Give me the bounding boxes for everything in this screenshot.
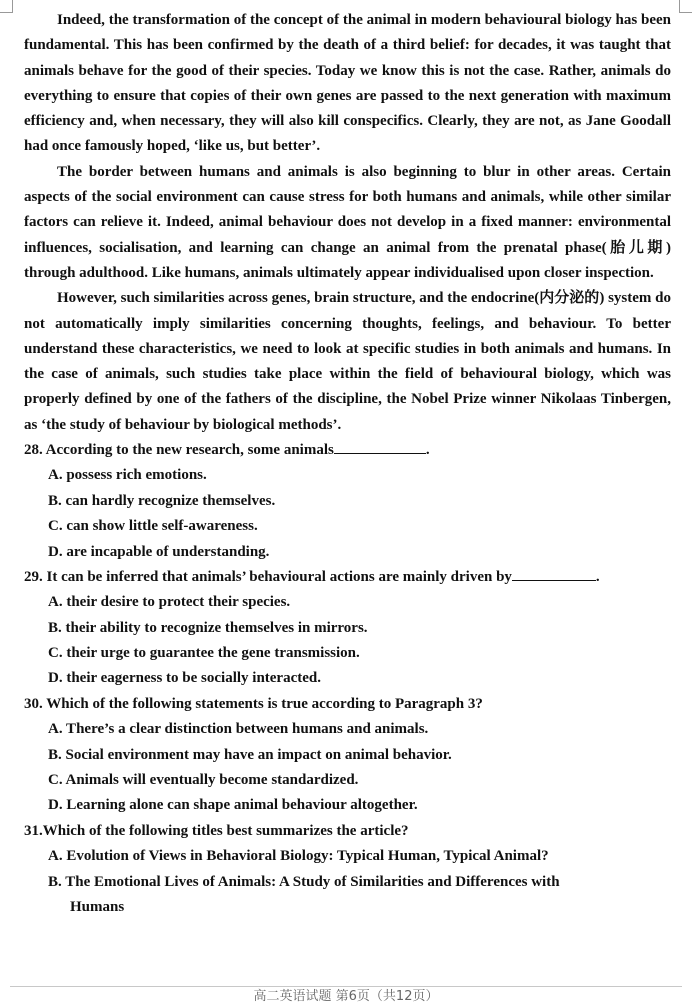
question-28-option-c: C. can show little self-awareness.: [48, 518, 258, 535]
question-31-option-a: A. Evolution of Views in Behavioral Biology: Typical Human, Typical Animal?: [48, 848, 549, 865]
crop-mark-left: [0, 0, 13, 13]
crop-mark-right: [679, 0, 692, 13]
question-29-option-d: D. their eagerness to be socially interacted.: [48, 670, 321, 687]
question-31-option-b: B. The Emotional Lives of Animals: A Study of Similarities and Differences with: [48, 873, 560, 890]
question-29-text: 29. It can be inferred that animals’ behavioural actions are mainly driven by: [24, 568, 512, 585]
question-28-stem: [24, 438, 671, 463]
question-30: [24, 692, 671, 819]
reading-passage: [24, 8, 671, 438]
passage-paragraph-1: Indeed, the transformation of the concept of the animal in modern behavioural biology has been fundamental. This has been confirmed by the death of a third belief: for decades, it was taught that animals behave for the good of their species. Today we know this is not the case. Rather, animals do everything to ensure that copies of their own genes are passed to the next generation with maximum efficiency and, when necessary, they will also kill conspecifics. Clearly, they are not, as Jane Goodall had once famously hoped, ‘like us, but better’.: [24, 12, 671, 155]
question-31-stem: 31.Which of the following titles best summarizes the article?: [24, 822, 409, 839]
question-29-option-c: C. their urge to guarantee the gene transmission.: [48, 645, 360, 662]
answer-blank: [334, 439, 426, 454]
question-29-option-b: B. their ability to recognize themselves in mirrors.: [48, 619, 368, 636]
question-28: [24, 438, 671, 565]
question-28-option-a: A. possess rich emotions.: [48, 467, 207, 484]
question-30-option-c: C. Animals will eventually become standardized.: [48, 772, 359, 788]
question-28-tail: .: [425, 442, 430, 459]
question-28-option-b: B. can hardly recognize themselves.: [48, 492, 276, 509]
passage-paragraph-3: However, such similarities across genes, brain structure, and the endocrine(内分泌的) system do not automatically imply similarities concerning thoughts, feelings, and behaviour. To better understand these characteristics, we need to look at specific studies in both animals and humans. In the case of animals, such studies take place within the field of behavioural biology, which was properly defined by one of the fathers of the discipline, the Nobel Prize winner Nikolaas Tinbergen, as ‘the study of behaviour by biological methods’.: [24, 290, 671, 433]
document-page: [24, 8, 671, 920]
footer-rule: [10, 986, 682, 987]
passage-paragraph-2: The border between humans and animals is also beginning to blur in other areas. Certain aspects of the social environment can cause stress for both humans and animals, while other similar factors can relieve it. Indeed, animal behaviour does not develop in a fixed manner: environmental influences, socialisation, and learning can change an animal from the prenatal phase(胎儿期) through adulthood. Like humans, animals ultimately appear individualised upon closer inspection.: [24, 163, 671, 281]
question-29-tail: .: [595, 568, 600, 585]
question-29-stem: [24, 565, 671, 590]
question-30-option-b: B. Social environment may have an impact on animal behavior.: [48, 746, 452, 763]
question-28-text: 28. According to the new research, some animals: [24, 442, 334, 459]
question-31: [24, 819, 671, 921]
question-30-option-a: A. There’s a clear distinction between humans and animals.: [48, 721, 429, 738]
question-28-option-d: D. are incapable of understanding.: [48, 543, 270, 560]
question-30-stem: 30. Which of the following statements is true according to Paragraph 3?: [24, 695, 483, 712]
question-30-option-d: D. Learning alone can shape animal behaviour altogether.: [48, 797, 418, 814]
answer-blank: [512, 566, 596, 581]
question-31-option-b-continued: Humans: [70, 898, 125, 915]
question-29: [24, 565, 671, 692]
question-29-option-a: A. their desire to protect their species.: [48, 594, 291, 611]
page-footer: 高二英语试题 第6页（共12页）: [253, 989, 439, 1004]
